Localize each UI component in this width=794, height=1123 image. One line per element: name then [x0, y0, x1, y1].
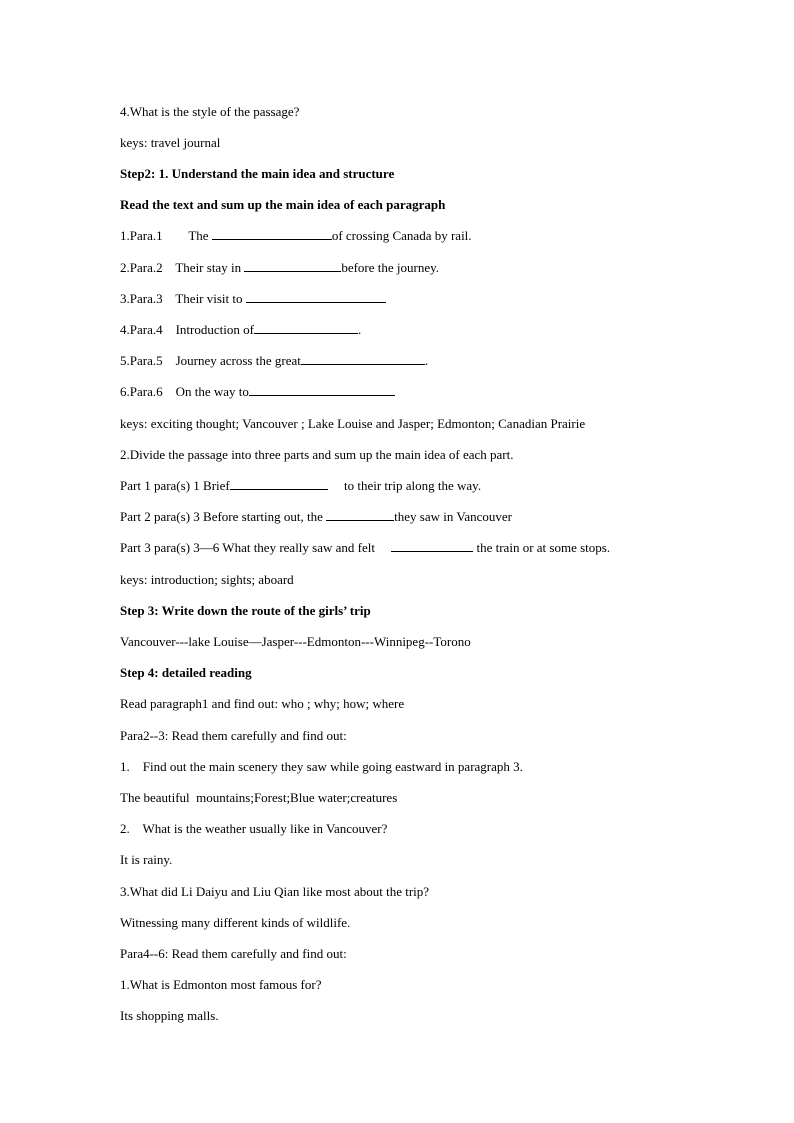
- part1-text-a: Part 1 para(s) 1 Brief: [120, 478, 230, 493]
- para4-text-a: 4.Para.4 Introduction of: [120, 322, 254, 337]
- para1-blank: [212, 228, 332, 240]
- read-sum-heading: Read the text and sum up the main idea of each paragraph: [120, 197, 446, 212]
- para4-text-b: .: [357, 322, 362, 337]
- question-weather: 2. What is the weather usually like in Vancouver?: [120, 821, 388, 836]
- para6-blank: [249, 384, 395, 396]
- step3-heading: Step 3: Write down the route of the girls’ trip: [120, 603, 371, 618]
- para1-text-a: 1.Para.1 The: [120, 228, 212, 243]
- para1-line: [120, 228, 472, 244]
- para4-line: [120, 322, 361, 338]
- para5-line: [120, 353, 428, 369]
- para3-blank: [246, 291, 386, 303]
- answer-weather: It is rainy.: [120, 852, 173, 867]
- answer-scenery: The beautiful mountains;Forest;Blue water;creatures: [120, 790, 398, 805]
- question-style: 4.What is the style of the passage?: [120, 104, 300, 119]
- route-text: Vancouver---lake Louise—Jasper---Edmonton---Winnipeg--Torono: [120, 634, 471, 649]
- question-liked-most: 3.What did Li Daiyu and Liu Qian like most about the trip?: [120, 884, 430, 899]
- part3-line: [120, 540, 610, 556]
- read-paragraph1: Read paragraph1 and find out: who ; why; how; where: [120, 696, 405, 711]
- part2-line: [120, 509, 512, 525]
- part2-text-b: they saw in Vancouver: [394, 509, 512, 524]
- para2-line: [120, 260, 439, 276]
- keys-style: keys: travel journal: [120, 135, 221, 150]
- para2-text-b: before the journey.: [341, 260, 440, 275]
- part1-blank: [230, 478, 328, 490]
- divide-instruction: 2.Divide the passage into three parts and sum up the main idea of each part.: [120, 447, 514, 462]
- part2-blank: [326, 509, 394, 521]
- answer-liked-most: Witnessing many different kinds of wildlife.: [120, 915, 351, 930]
- part3-text-a: Part 3 para(s) 3—6 What they really saw and felt: [120, 540, 392, 555]
- para2-3-heading: Para2--3: Read them carefully and find out:: [120, 728, 347, 743]
- part2-text-a: Part 2 para(s) 3 Before starting out, the: [120, 509, 327, 524]
- para4-6-heading: Para4--6: Read them carefully and find out:: [120, 946, 347, 961]
- part1-text-b: to their trip along the way.: [327, 478, 482, 493]
- para1-text-b: of crossing Canada by rail.: [331, 228, 472, 243]
- para4-blank: [254, 322, 358, 334]
- para5-blank: [301, 353, 425, 365]
- keys-parts: keys: introduction; sights; aboard: [120, 572, 294, 587]
- part3-blank: [391, 540, 473, 552]
- para3-line: [120, 291, 386, 307]
- keys-paragraphs: keys: exciting thought; Vancouver ; Lake Louise and Jasper; Edmonton; Canadian Prairie: [120, 416, 586, 431]
- para6-text-a: 6.Para.6 On the way to: [120, 384, 249, 399]
- para5-text-a: 5.Para.5 Journey across the great: [120, 353, 301, 368]
- para5-text-b: .: [424, 353, 429, 368]
- step2-heading: Step2: 1. Understand the main idea and structure: [120, 166, 395, 181]
- para6-line: [120, 384, 395, 400]
- answer-edmonton: Its shopping malls.: [120, 1008, 219, 1023]
- para2-blank: [244, 260, 341, 272]
- part1-line: [120, 478, 481, 494]
- question-edmonton: 1.What is Edmonton most famous for?: [120, 977, 322, 992]
- part3-text-b: the train or at some stops.: [473, 540, 611, 555]
- question-scenery: 1. Find out the main scenery they saw while going eastward in paragraph 3.: [120, 759, 523, 774]
- step4-heading: Step 4: detailed reading: [120, 665, 252, 680]
- para3-text-a: 3.Para.3 Their visit to: [120, 291, 246, 306]
- para2-text-a: 2.Para.2 Their stay in: [120, 260, 245, 275]
